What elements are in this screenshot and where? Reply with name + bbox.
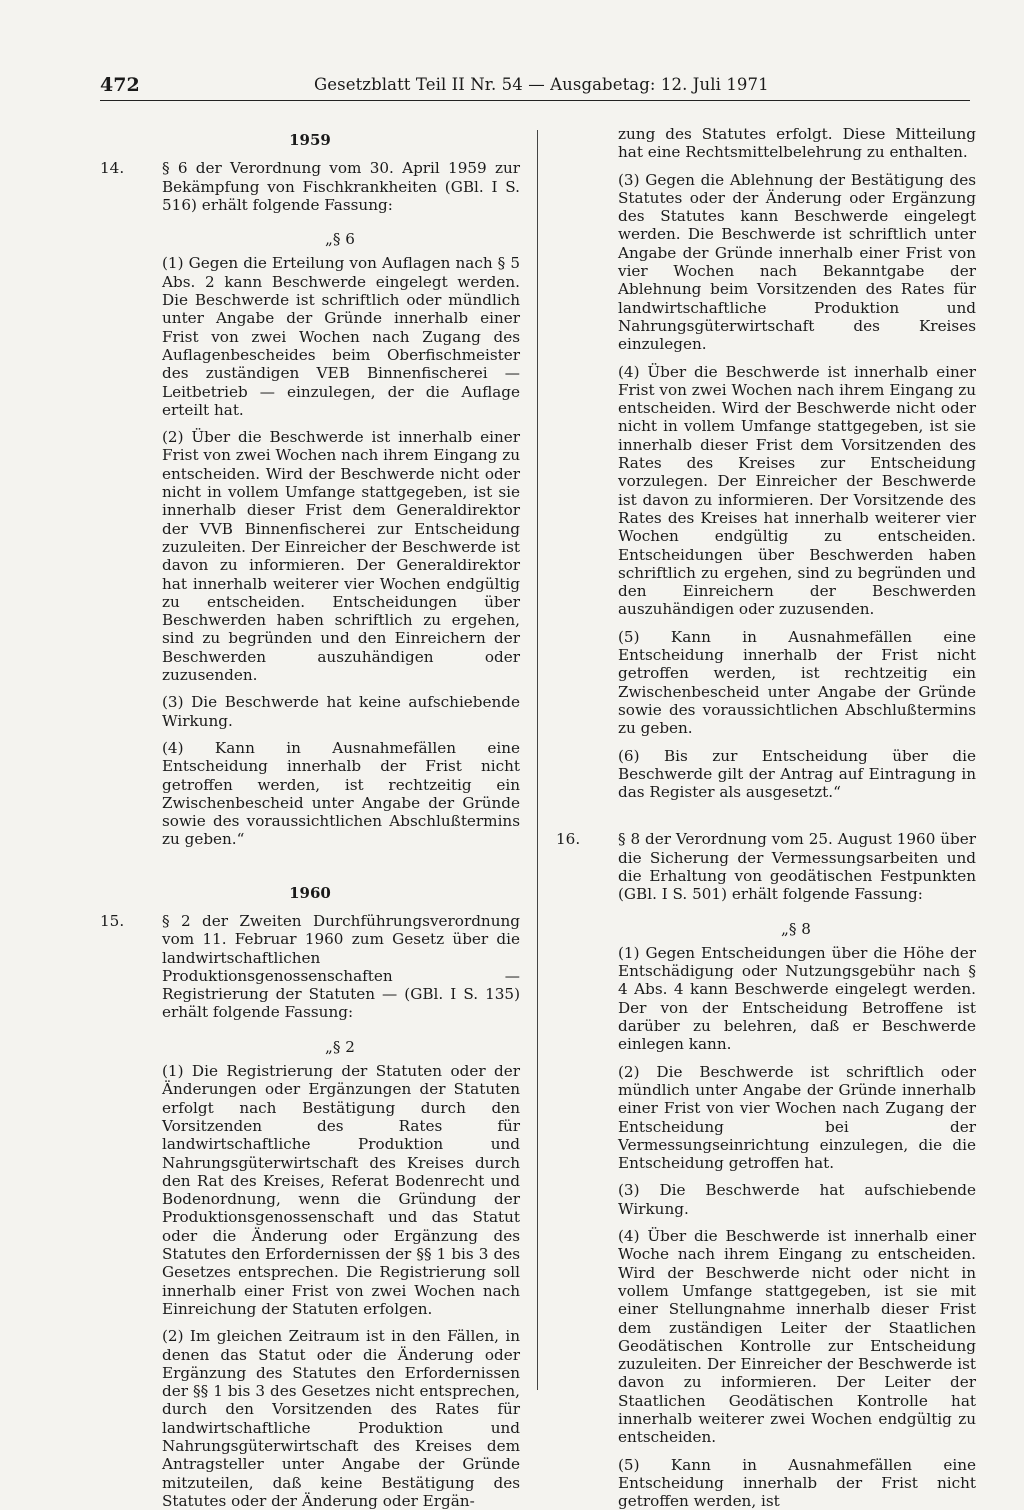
section-heading: „§ 8 [781,919,811,938]
right-column [556,125,976,1510]
paragraph: (3) Die Beschwerde hat keine aufschiebende Wirkung. [162,693,520,730]
paragraph: (5) Kann in Ausnahmefällen eine Entscheidung innerhalb der Frist nicht getroffen werden, ist rechtzeitig ein Zwischenbescheid unter Angabe der Gründe sowie des voraussichtlichen Abschlußtermins zu geben. [618,627,976,738]
entry-text: § 8 der Verordnung vom 25. August 1960 über die Sicherung der Vermessungsarbeiten und die Erhaltung von geodätischen Festpunkten (GBl. I S. 501) erhält folgende Fassung: [618,830,976,904]
paragraph: (2) Im gleichen Zeitraum ist in den Fällen, in denen das Statut oder die Änderung oder Ergänzung des Statutes den Erfordernissen der §§ 1 bis 3 des Gesetzes nicht entsprechen, durch den Vorsitzenden des Rates für landwirtschaftliche Produktion und Nahrungsgüterwirtschaft des Kreises dem Antragsteller unter Angabe der Gründe mitzuteilen, daß keine Bestätigung des Statutes oder der Änderung oder Ergän- [162,1327,520,1510]
page-header [100,72,970,101]
paragraph: (1) Gegen Entscheidungen über die Höhe der Entschädigung oder Nutzungsgebühr nach § 4 Abs. 4 kann Beschwerde eingelegt werden. Der von der Entscheidung Betroffene ist darüber zu belehren, daß er Beschwerde einlegen kann. [618,943,976,1054]
paragraph: (1) Gegen die Erteilung von Auflagen nach § 5 Abs. 2 kann Beschwerde eingelegt werden. Die Beschwerde ist schriftlich oder mündlich unter Angabe der Gründe innerhalb einer Frist von zwei Wochen nach Zugang des Auflagenbescheides beim Oberfischmeister des zuständigen VEB Binnenfischerei — Leitbetrieb — einzulegen, der die Auflage erteilt hat. [162,254,520,419]
paragraph: (4) Kann in Ausnahmefällen eine Entscheidung innerhalb der Frist nicht getroffen werden, ist rechtzeitig ein Zwischenbescheid unter Angabe der Gründe sowie des voraussichtlichen Abschlußtermins zu geben.“ [162,738,520,849]
entry-text: § 6 der Verordnung vom 30. April 1959 zur Bekämpfung von Fischkrankheiten (GBl. I S. 516) erhält folgende Fassung: [162,159,520,214]
paragraph: (4) Über die Beschwerde ist innerhalb einer Woche nach ihrem Eingang zu entscheiden. Wird der Beschwerde nicht oder nicht in vollem Umfange stattgegeben, ist sie mit einer Stellungnahme innerhalb dieser Frist dem zuständigen Leiter der Staatlichen Geodätischen Kontrolle zur Entscheidung zuzuleiten. Der Einreicher der Beschwerde ist davon zu informieren. Der Leiter der Staatlichen Geodätischen Kontrolle hat innerhalb weiterer zwei Wochen endgültig zu entscheiden. [618,1227,976,1447]
page-number: 472 [100,74,140,96]
running-title: Gesetzblatt Teil II Nr. 54 — Ausgabetag: 12. Juli 1971 [314,75,769,94]
paragraph: (6) Bis zur Entscheidung über die Beschwerde gilt der Antrag auf Eintragung in das Register als ausgesetzt.“ [618,746,976,802]
left-column [100,125,520,1510]
entry-15 [100,912,520,1022]
year-heading-1959: 1959 [289,131,331,149]
paragraph: (2) Über die Beschwerde ist innerhalb einer Frist von zwei Wochen nach ihrem Eingang zu entscheiden. Wird der Beschwerde nicht oder nicht in vollem Umfange stattgegeben, ist sie innerhalb dieser Frist dem Generaldirektor der VVB Binnenfischerei zur Entscheidung zuzuleiten. Der Einreicher der Beschwerde ist davon zu informieren. Der Generaldirektor hat innerhalb weiterer vier Wochen endgültig zu entscheiden. Entscheidungen über Beschwerden haben schriftlich zu ergehen, sind zu begründen und den Einreichern der Beschwerden auszuhändigen oder zuzusenden. [162,428,520,685]
entry-number: 16. [556,830,581,849]
entry-number: 14. [100,159,125,178]
paragraph: (5) Kann in Ausnahmefällen eine Entscheidung innerhalb der Frist nicht getroffen werden, ist [618,1455,976,1510]
paragraph: (2) Die Beschwerde ist schriftlich oder mündlich unter Angabe der Gründe innerhalb einer Frist von vier Wochen nach Zugang der Entscheidung bei der Vermessungseinrichtung einzulegen, die die Entscheidung getroffen hat. [618,1062,976,1173]
paragraph: (1) Die Registrierung der Statuten oder der Änderungen oder Ergänzungen der Statuten erfolgt nach Bestätigung durch den Vorsitzenden des Rates für landwirtschaftliche Produktion und Nahrungsgüterwirtschaft des Kreises durch den Rat des Kreises, Referat Bodenrecht und Bodenordnung, wenn die Gründung der Produktionsgenossenschaft und das Statut oder die Änderung oder Ergänzung des Statutes den Erfordernissen der §§ 1 bis 3 des Gesetzes entsprechen. Die Registrierung soll innerhalb einer Frist von zwei Wochen nach Einreichung der Statuten erfolgen. [162,1062,520,1318]
column-divider [537,130,538,1390]
entry-14 [100,159,520,214]
paragraph: (3) Gegen die Ablehnung der Bestätigung des Statutes oder der Änderung oder Ergänzung des Statutes kann Beschwerde eingelegt werden. Die Beschwerde ist schriftlich unter Angabe der Gründe innerhalb einer Frist von vier Wochen nach Bekanntgabe der Ablehnung beim Vorsitzenden des Rates für landwirtschaftliche Produktion und Nahrungsgüterwirtschaft des Kreises einzulegen. [618,170,976,354]
section-heading: „§ 6 [325,230,355,249]
paragraph: (4) Über die Beschwerde ist innerhalb einer Frist von zwei Wochen nach ihrem Eingang zu entscheiden. Wird der Beschwerde nicht oder nicht in vollem Umfange stattgegeben, ist sie innerhalb dieser Frist dem Vorsitzenden des Rates des Kreises zur Entscheidung vorzulegen. Der Einreicher der Beschwerde ist davon zu informieren. Der Vorsitzende des Rates des Kreises hat innerhalb weiterer vier Wochen endgültig zu entscheiden. Entscheidungen über Beschwerden haben schriftlich zu ergehen, sind zu begründen und den Einreichern der Beschwerden auszuhändigen oder zuzusenden. [618,362,976,619]
year-heading-1960: 1960 [289,883,331,902]
section-heading: „§ 2 [325,1037,355,1056]
entry-number: 15. [100,911,125,930]
entry-16 [556,830,976,903]
entry-text: § 2 der Zweiten Durchführungsverordnung vom 11. Februar 1960 zum Gesetz über die landwirtschaftlichen Produktionsgenossenschaften — Registrierung der Statuten — (GBl. I S. 135) erhält folgende Fassung: [162,911,520,1022]
paragraph: (3) Die Beschwerde hat aufschiebende Wirkung. [618,1181,976,1218]
paragraph: zung des Statutes erfolgt. Diese Mitteilung hat eine Rechtsmittelbelehrung zu enthalten. [618,125,976,162]
